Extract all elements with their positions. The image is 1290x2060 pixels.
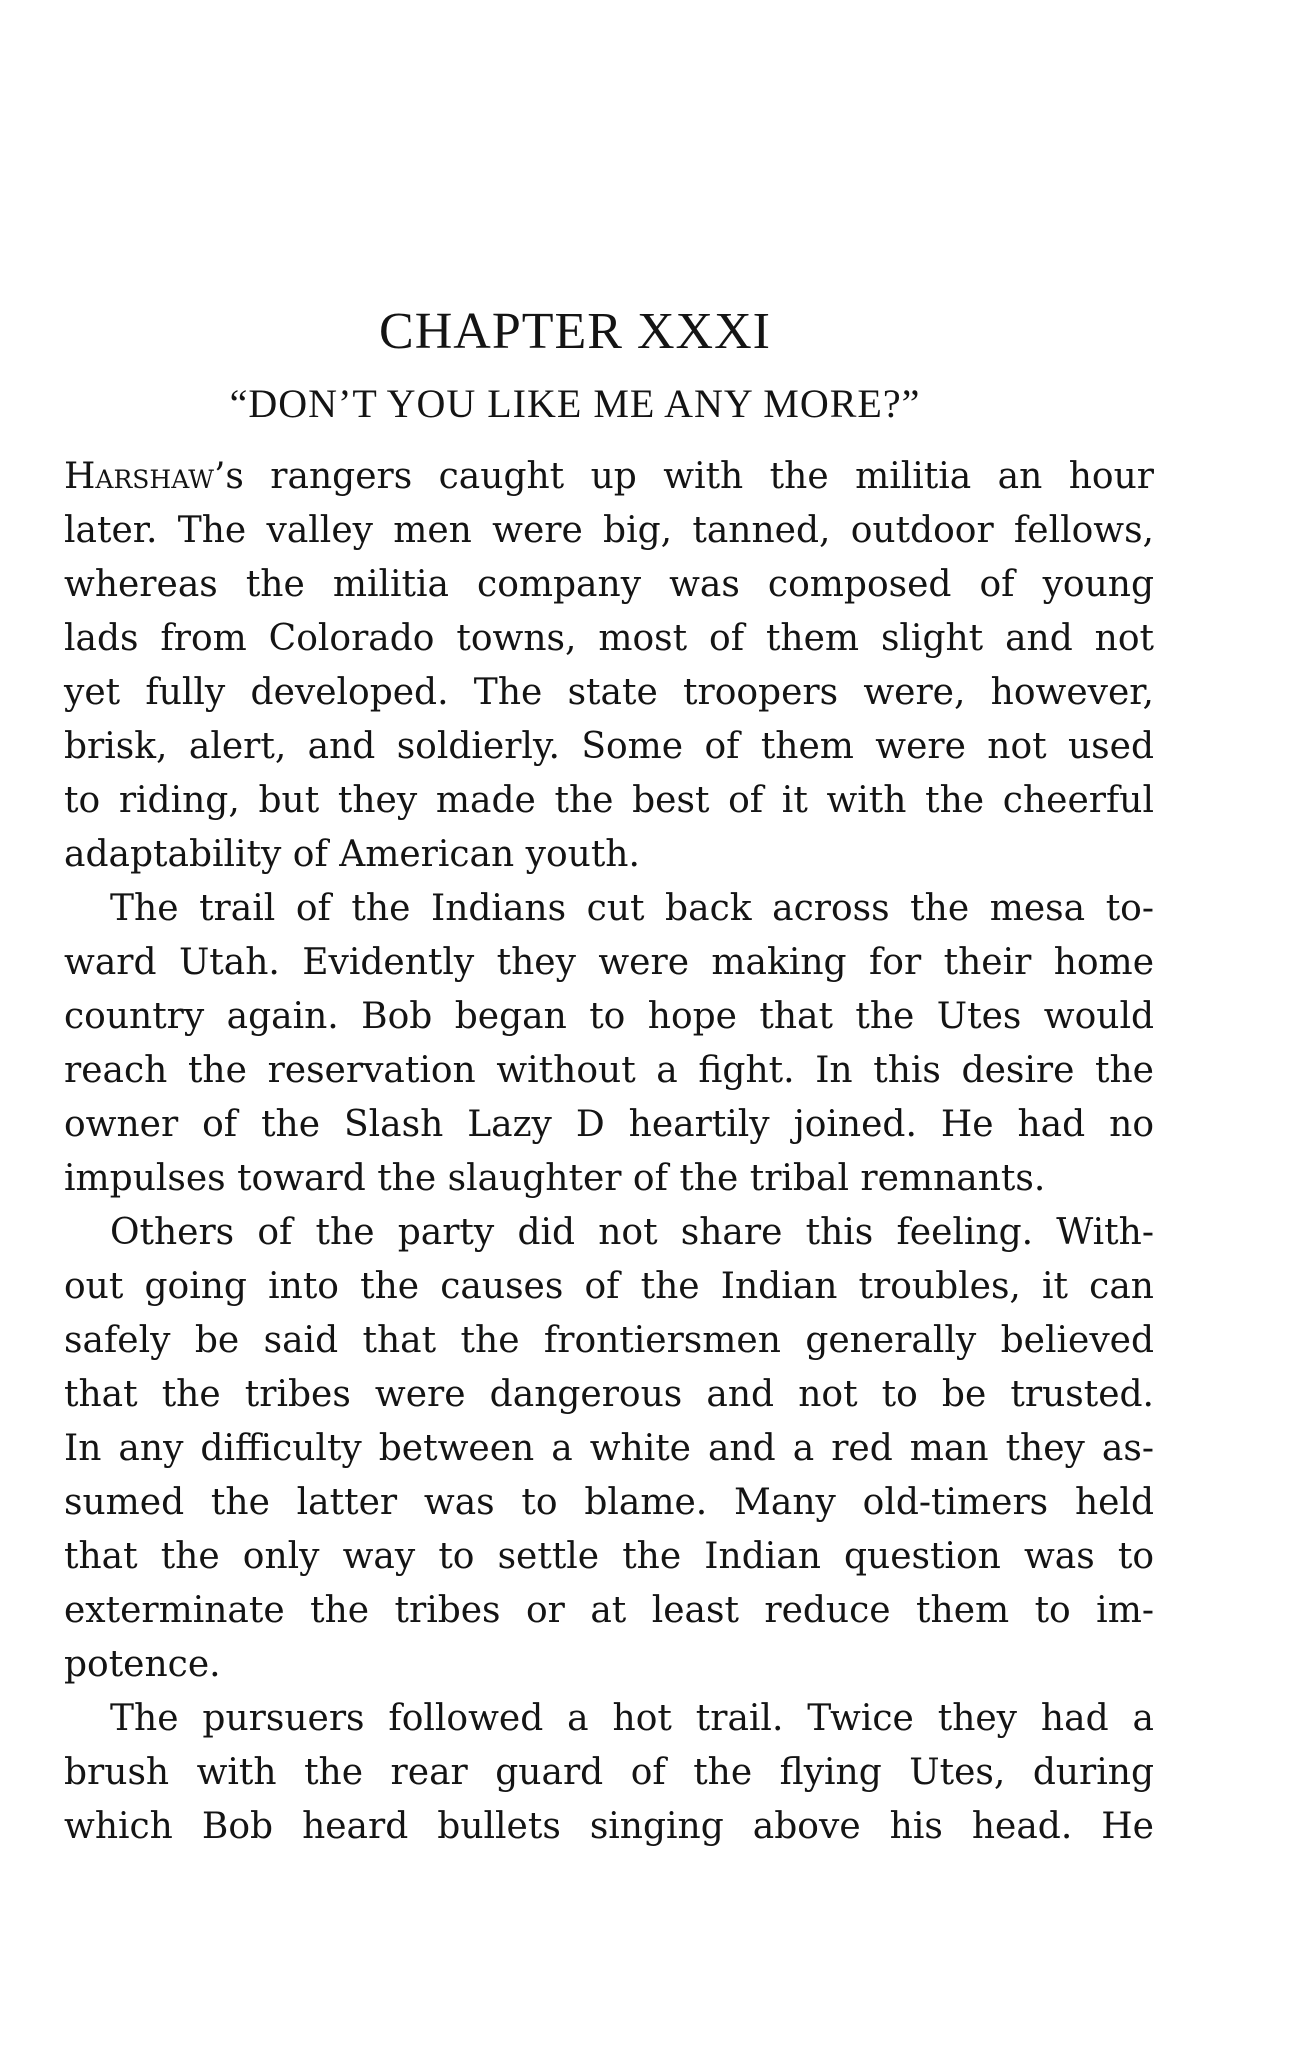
paragraph-line: potence. — [64, 1644, 221, 1685]
paragraph-2 — [64, 882, 1154, 1206]
paragraph-line: In any difficulty between a white and a red man they as- — [64, 1428, 1154, 1469]
paragraph-line: that the tribes were dangerous and not to be trusted. — [64, 1374, 1154, 1415]
paragraph-line: Others of the party did not share this feeling. With- — [110, 1212, 1154, 1253]
paragraph-line: owner of the Slash Lazy D heartily joined. He had no — [64, 1104, 1154, 1145]
paragraph-line: country again. Bob began to hope that the Utes would — [64, 996, 1154, 1037]
chapter-title: CHAPTER XXXI — [379, 303, 771, 360]
paragraph-1 — [64, 450, 1154, 882]
paragraph-3 — [64, 1206, 1154, 1692]
paragraph-line: reach the reservation without a fight. In this desire the — [64, 1050, 1154, 1091]
paragraph-line: yet fully developed. The state troopers were, however, — [64, 672, 1154, 713]
paragraph-line: brush with the rear guard of the flying Utes, during — [64, 1752, 1154, 1793]
paragraph-line: impulses toward the slaughter of the tribal remnants. — [64, 1158, 1046, 1199]
paragraph-line: adaptability of American youth. — [64, 834, 640, 875]
paragraph-line: The trail of the Indians cut back across the mesa to- — [110, 888, 1154, 929]
paragraph-line: later. The valley men were big, tanned, outdoor fellows, — [64, 510, 1154, 551]
paragraph-line: out going into the causes of the Indian troubles, it can — [64, 1266, 1154, 1307]
paragraph-line: whereas the militia company was composed of young — [64, 564, 1154, 605]
paragraph-line: safely be said that the frontiersmen generally believed — [64, 1320, 1154, 1361]
chapter-subtitle: “DON’T YOU LIKE ME ANY MORE?” — [229, 381, 921, 426]
paragraph-line: sumed the latter was to blame. Many old-timers held — [64, 1482, 1154, 1523]
paragraph-line: to riding, but they made the best of it with the cheerful — [64, 780, 1154, 821]
paragraph-line: Harshaw’s rangers caught up with the militia an hour — [64, 456, 1154, 497]
opening-word-small-caps: Harshaw — [64, 456, 214, 497]
paragraph-line: The pursuers followed a hot trail. Twice they had a — [110, 1698, 1154, 1739]
paragraph-line: exterminate the tribes or at least reduce them to im- — [64, 1590, 1154, 1631]
paragraph-line: that the only way to settle the Indian question was to — [64, 1536, 1154, 1577]
paragraph-4 — [64, 1692, 1154, 1854]
paragraph-line: lads from Colorado towns, most of them slight and not — [64, 618, 1154, 659]
paragraph-line: ward Utah. Evidently they were making for their home — [64, 942, 1154, 983]
chapter-body — [64, 450, 1154, 1854]
paragraph-line: which Bob heard bullets singing above his head. He — [64, 1806, 1154, 1847]
paragraph-line: brisk, alert, and soldierly. Some of them were not used — [64, 726, 1154, 767]
